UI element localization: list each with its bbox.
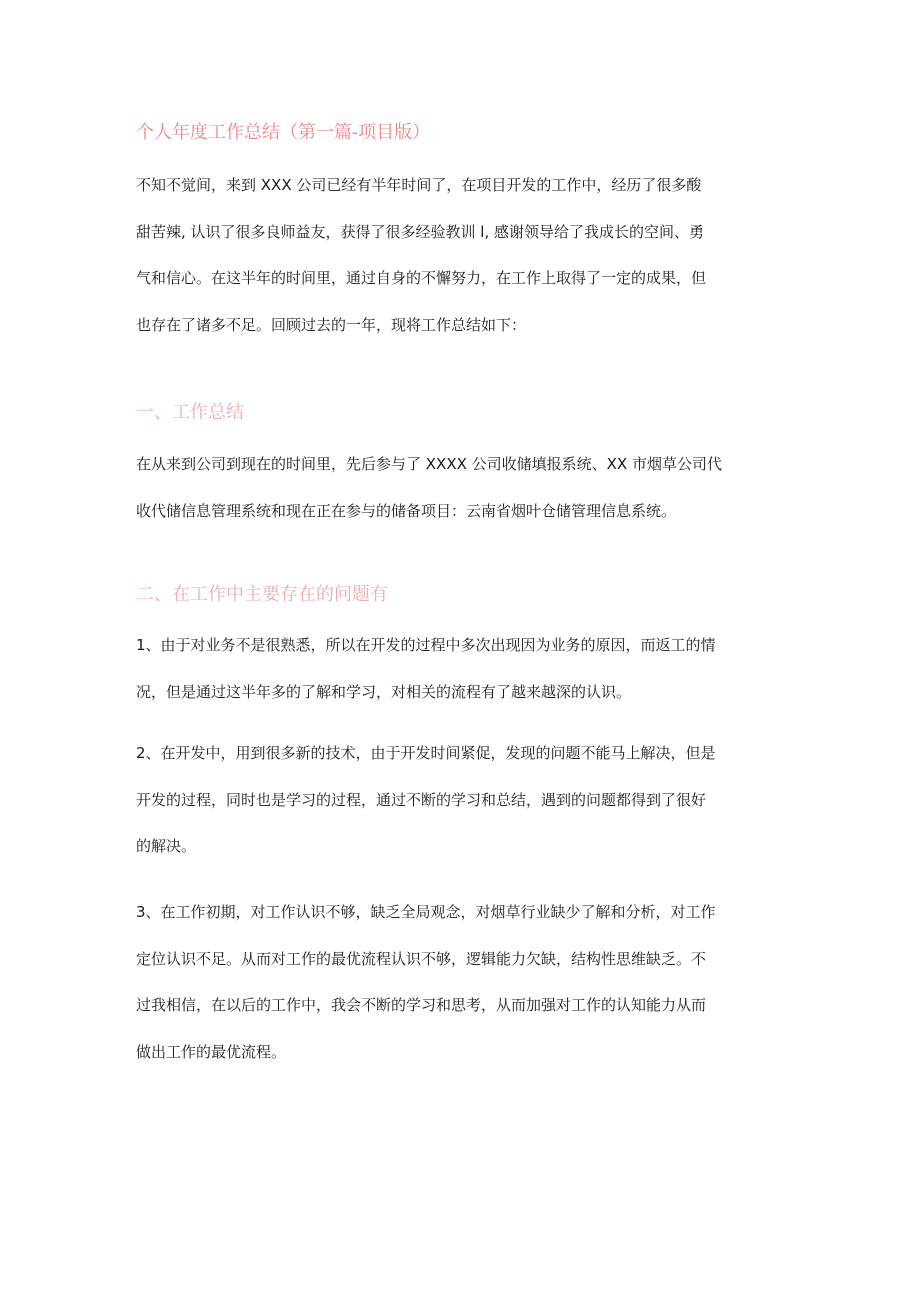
issue-2-line: 2、在开发中，用到很多新的技术，由于开发时间紧促，发现的问题不能马上解决，但是	[136, 744, 716, 762]
issue-3-line: 定位认识不足。从而对工作的最优流程认识不够，逻辑能力欠缺，结构性思维缺乏。不	[136, 949, 707, 968]
intro-line: 也存在了诸多不足。回顾过去的一年，现将工作总结如下：	[136, 315, 527, 334]
intro-line: 气和信心。在这半年的时间里，通过自身的不懈努力，在工作上取得了一定的成果，但	[136, 269, 707, 287]
section-1-paragraph	[136, 441, 796, 534]
issue-item-1	[136, 622, 796, 715]
intro-line: 甜苦辣, 认识了很多良师益友，获得了很多经验教训 l, 感谢领导给了我成长的空间、勇	[136, 222, 705, 241]
section-2-heading: 二、在工作中主要存在的问题有	[136, 584, 388, 605]
issue-3-line: 过我相信，在以后的工作中，我会不断的学习和思考，从而加强对工作的认知能力从而	[136, 996, 707, 1014]
intro-line: 不知不觉间，来到 XXX 公司已经有半年时间了，在项目开发的工作中，经历了很多酸	[136, 176, 702, 194]
document-title: 个人年度工作总结（第一篇-项目版）	[136, 122, 431, 143]
section-1-heading: 一、工作总结	[136, 402, 244, 423]
section-1-line: 收代储信息管理系统和现在正在参与的储备项目：云南省烟叶仓储管理信息系统。	[136, 501, 677, 520]
section-1-line: 在从来到公司到现在的时间里，先后参与了 XXXX 公司收储填报系统、XX 市烟草公司代	[136, 455, 722, 473]
intro-paragraph	[136, 162, 796, 348]
issue-1-line: 1、由于对业务不是很熟悉，所以在开发的过程中多次出现因为业务的原因，而返工的情	[136, 636, 716, 654]
issue-2-line: 的解决。	[136, 837, 197, 855]
issue-3-line: 3、在工作初期，对工作认识不够，缺乏全局观念，对烟草行业缺少了解和分析，对工作	[136, 903, 716, 921]
issue-2-line: 开发的过程，同时也是学习的过程，通过不断的学习和总结，遇到的问题都得到了很好	[136, 790, 707, 809]
issue-item-2	[136, 730, 796, 870]
issue-3-line: 做出工作的最优流程。	[136, 1042, 287, 1061]
issue-1-line: 况，但是通过这半年多的了解和学习，对相关的流程有了越来越深的认识。	[136, 682, 632, 701]
issue-item-3	[136, 889, 796, 1075]
